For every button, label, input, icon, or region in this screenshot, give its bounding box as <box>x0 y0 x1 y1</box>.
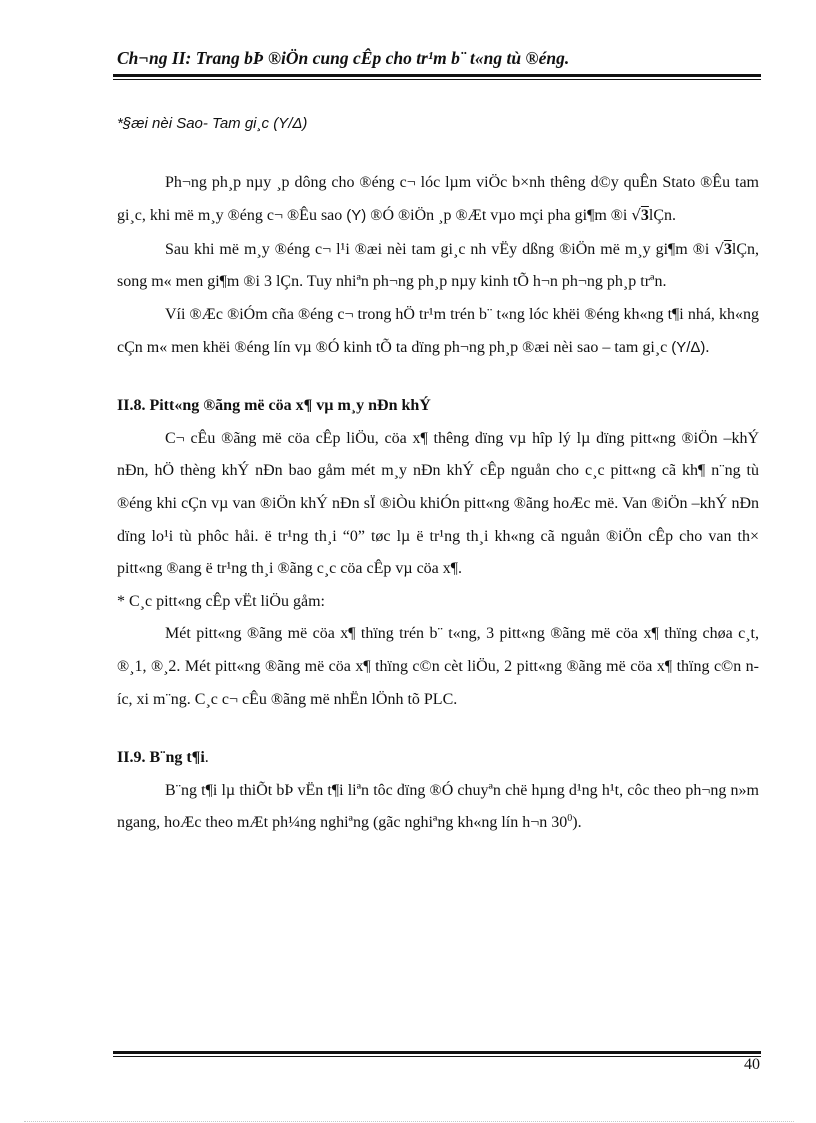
p6-text-a: B¨ng t¶i lµ thiÕt bÞ vËn t¶i liªn tôc dïng ®Ó chuyªn chë hµng d¹ng h¹t, côc theo ph¬ng n»m ngang, hoÆc theo mÆt ph¼ng nghiªng (gãc nghiªng kh«ng lín h¬n 30 <box>117 781 759 832</box>
page-number: 40 <box>744 1056 760 1073</box>
paragraph-conveyor <box>117 775 759 840</box>
chapter-header: Ch¬ng II: Trang bÞ ®iÖn cung cÊp cho tr¹m b¨ t«ng tù ®éng. <box>117 48 570 68</box>
section-heading-ii8: II.8. Pitt«ng ®ãng më cöa x¶ vµ m¸y nÐn khÝ <box>117 397 431 415</box>
footer-rule-thin <box>113 1056 761 1057</box>
p6-text-b: ). <box>572 814 582 832</box>
spacer <box>117 141 759 167</box>
paragraph-after-start <box>117 233 759 299</box>
paragraph-star-delta-method <box>117 167 759 233</box>
star-delta-intro <box>117 108 759 141</box>
p3-text-a: Víi ®Æc ®iÓm cña ®éng c¬ trong hÖ tr¹m trén b¨ t«ng lóc khëi ®éng kh«ng t¶i nhá, kh«ng cÇn m« men khëi ®éng lín vµ ®Ó kinh tÕ ta dïng ph¬ng ph¸p ®æi nèi sao – tam gi¸c <box>117 305 759 356</box>
list-intro: * C¸c pitt«ng cÊp vËt liÖu gåm: <box>117 592 325 610</box>
sqrt-sign: √ <box>631 206 641 225</box>
intro-label: *§æi nèi Sao- Tam gi¸c <box>117 115 274 132</box>
spacer <box>117 364 759 390</box>
paragraph-motor-characteristics <box>117 299 759 364</box>
p1-text-c: lÇn. <box>648 207 677 225</box>
p2-text-a: Sau khi më m¸y ®éng c¬ l¹i ®æi nèi tam gi¸c nh vËy dßng ®iÖn më m¸y gi¶m ®i <box>165 240 715 258</box>
p2-text-b: lÇn, song m« men gi¶m ®i 3 lÇn. Tuy nhiªn ph¬ng ph¸p nµy kinh tÕ h¬n ph¬ng ph¸p trªn. <box>117 240 759 291</box>
paragraph-piston-mechanism: C¬ cÊu ®ãng më cöa cÊp liÖu, cöa x¶ thêng dïng vµ hîp lý lµ dïng pitt«ng ®iÖn –khÝ nÐn, hÖ thèng khÝ nÐn bao gåm mét m¸y nÐn khÝ cÊp nguån cho c¸c pitt«ng cã kh¶ n¨ng tù ®éng khi cÇn vµ van ®iÖn khÝ nÐn sÏ ®iÒu khiÓn pitt«ng ®ãng hoÆc më. Van ®iÖn –khÝ nÐn dïng lo¹i tù phôc håi. ë tr¹ng th¸i “0” tøc lµ ë tr¹ng th¸i kh«ng cã nguån ®iÖn cÊp cho van th× pitt«ng ®ang ë tr¹ng th¸i ®ãng c¸c cöa cÊp vµ cöa x¶. <box>117 429 759 578</box>
spacer <box>117 716 759 742</box>
header-rule-thick <box>113 74 761 77</box>
paragraph-piston-list: Mét pitt«ng ®ãng më cöa x¶ thïng trén b¨ t«ng, 3 pitt«ng ®ãng më cöa x¶ thïng chøa c¸t, ®¸1, ®¸2. Mét pitt«ng ®ãng më cöa x¶ thïng c©n cèt liÖu, 2 pitt«ng ®ãng më cöa x¶ thïng c©n níc, xi m¨ng. C¸c c¬ cÊu ®ãng më nhËn lÖnh tõ PLC. <box>117 625 759 708</box>
footer-rule-thick <box>113 1051 761 1054</box>
heading-period: . <box>204 749 209 767</box>
degree-superscript: 0 <box>567 813 573 825</box>
p1-text-b: ®Ó ®iÖn ¸p ®Æt vµo mçi pha gi¶m ®i <box>366 207 632 225</box>
sqrt-sign: √ <box>714 239 724 258</box>
sqrt-number: 3 <box>723 240 732 258</box>
p3-symbol: (Y/Δ) <box>671 338 706 356</box>
heading-text: II.9. B¨ng t¶i <box>117 749 205 767</box>
p1-text-a: Ph¬ng ph¸p nµy ¸p dông cho ®éng c¬ lóc lµm viÖc b×nh thêng d©y quÊn Stato ®Êu tam gi¸c, khi më m¸y ®éng c¬ ®Êu sao <box>117 173 759 225</box>
section-heading-ii9 <box>117 742 759 775</box>
intro-symbol: (Y/Δ) <box>273 115 308 132</box>
p1-symbol: (Y) <box>346 207 367 225</box>
page-edge-dotted-line <box>24 1121 794 1122</box>
page-body <box>117 108 759 840</box>
header-rule-thin <box>113 79 761 80</box>
p3-text-end: . <box>705 338 710 356</box>
sqrt-number: 3 <box>640 207 649 225</box>
